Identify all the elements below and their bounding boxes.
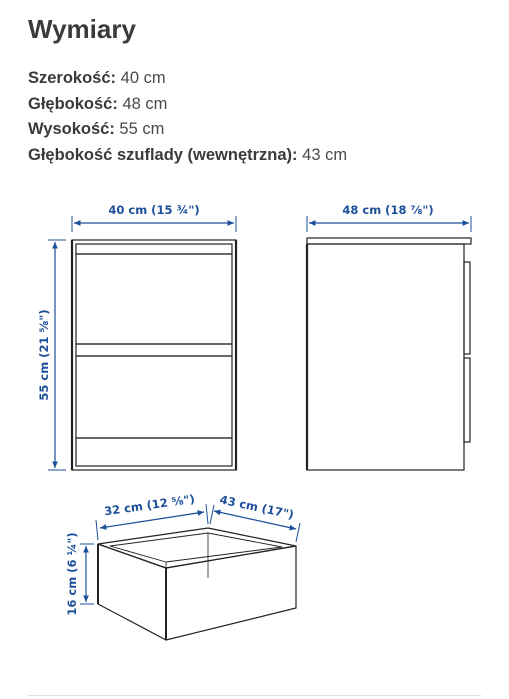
spec-drawer-depth-value: 43 cm (302, 145, 348, 164)
spec-depth-value: 48 cm (122, 94, 168, 113)
front-drawer-lower (76, 356, 232, 438)
spec-depth-label: Głębokość: (28, 94, 118, 113)
side-view (307, 238, 471, 470)
spec-height-value: 55 cm (119, 120, 165, 138)
front-width-label: 40 cm (15 ¾") (108, 203, 200, 217)
front-drawer-upper (76, 254, 232, 344)
drawer-left-side (98, 544, 166, 640)
drawer-view (98, 528, 296, 640)
side-top (307, 238, 471, 244)
front-height-dimension (37, 240, 66, 470)
drawer-depth-label: 43 cm (17") (218, 492, 296, 522)
drawer-height-label: 16 cm (6 ¼") (65, 532, 79, 616)
page-title: Wymiary (28, 14, 136, 44)
drawer-width-dimension (96, 492, 208, 540)
side-body (307, 244, 464, 470)
front-height-label: 55 cm (21 ⅝") (37, 309, 51, 401)
spec-height-label: Wysokość: (28, 120, 115, 138)
side-depth-dimension (307, 203, 471, 232)
front-frame (72, 240, 236, 470)
side-drawer-front-upper (464, 262, 470, 354)
front-view (72, 240, 236, 470)
bottom-divider (28, 695, 481, 696)
front-plinth (76, 438, 232, 466)
drawer-height-dimension (65, 532, 94, 615)
side-drawer-front-lower (464, 358, 470, 442)
front-top-rail (76, 244, 232, 254)
drawer-front-face (166, 546, 296, 640)
spec-width-label: Szerokość: (28, 69, 117, 87)
front-width-dimension (72, 203, 236, 232)
side-depth-label: 48 cm (18 ⅞") (342, 203, 434, 217)
drawer-top-rim (98, 528, 296, 568)
front-middle-rail (76, 344, 232, 356)
drawer-width-label: 32 cm (12 ⅝") (103, 491, 196, 519)
spec-drawer-depth-label: Głębokość szuflady (wewnętrzna): (28, 145, 298, 164)
drawer-depth-dimension (210, 492, 300, 542)
spec-width-value: 40 cm (120, 69, 166, 87)
